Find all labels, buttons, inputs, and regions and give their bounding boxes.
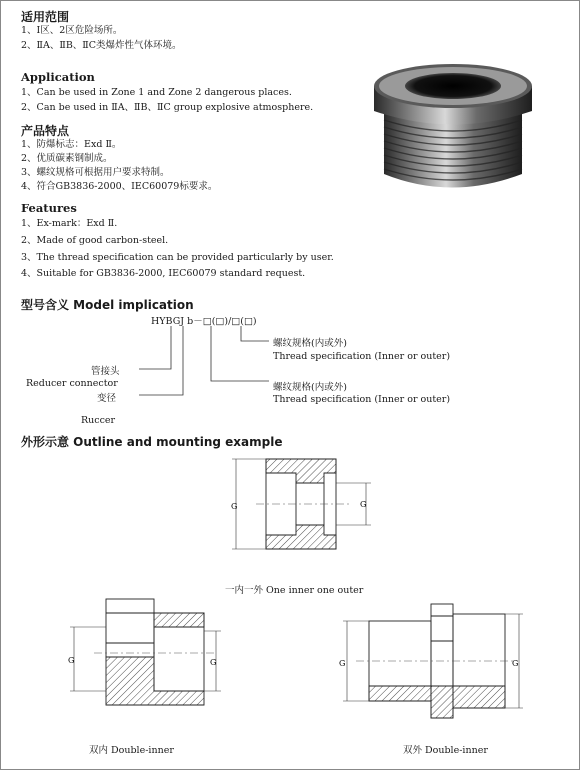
outline-heading: 外形示意 Outline and mounting example	[21, 435, 283, 449]
thread-cn-2: 螺纹规格(内或外)	[273, 382, 347, 393]
features-en-heading: Features	[21, 201, 77, 215]
dim-label-g: G	[360, 500, 367, 509]
application-cn-heading: 适用范围	[21, 10, 70, 24]
model-heading: 型号含义 Model implication	[21, 298, 194, 312]
features-en-line-2: 2、Made of good carbon-steel.	[21, 235, 169, 246]
application-cn-line-1: 1、Ⅰ区、2区危险场所。	[21, 25, 123, 36]
model-leader-lines	[1, 1, 580, 431]
caption-double-inner: 双内 Double-inner	[89, 745, 174, 756]
ruccer-en-label: Ruccer	[81, 415, 116, 426]
ruccer-cn-label: 变径	[97, 393, 117, 404]
drawing-one-inner-one-outer	[216, 449, 386, 579]
thread-en-1: Thread specification (Inner or outer)	[273, 351, 451, 362]
features-cn-heading: 产品特点	[21, 124, 70, 138]
application-en-line-2: 2、Can be used in ⅡA、ⅡB、ⅡC group explosive atmosphere.	[21, 102, 314, 113]
drawing-double-outer	[331, 596, 531, 736]
application-en-line-1: 1、Can be used in Zone 1 and Zone 2 dangerous places.	[21, 87, 292, 98]
thread-cn-1: 螺纹规格(内或外)	[273, 338, 347, 349]
features-cn-line-3: 3、螺纹规格可根据用户要求特制。	[21, 167, 170, 178]
caption-double-outer: 双外 Double-inner	[403, 745, 488, 756]
dim-label-g: G	[68, 656, 75, 665]
dim-label-g: G	[231, 502, 238, 511]
application-cn-line-2: 2、ⅡA、ⅡB、ⅡC类爆炸性气体环境。	[21, 40, 182, 51]
model-code: HYBGJ b－□(□)/□(□)	[151, 316, 257, 327]
caption-one-inner-one-outer: 一内一外 One inner one outer	[225, 585, 364, 596]
features-en-line-1: 1、Ex-mark：Exd Ⅱ.	[21, 218, 118, 229]
features-en-line-4: 4、Suitable for GB3836-2000, IEC60079 standard request.	[21, 268, 306, 279]
features-cn-line-1: 1、防爆标志：Exd Ⅱ。	[21, 139, 122, 150]
dim-label-g: G	[512, 659, 519, 668]
dim-label-g: G	[339, 659, 346, 668]
dim-label-g: G	[210, 658, 217, 667]
features-cn-line-4: 4、符合GB3836-2000、IEC60079标要求。	[21, 181, 218, 192]
reducer-cn-label: 管接头	[91, 366, 120, 377]
reducer-en-label: Reducer connector	[26, 378, 118, 389]
drawing-double-inner	[56, 591, 236, 736]
application-en-heading: Application	[21, 70, 95, 84]
thread-en-2: Thread specification (Inner or outer)	[273, 394, 451, 405]
features-cn-line-2: 2、优质碳素钢制成。	[21, 153, 113, 164]
features-en-line-3: 3、The thread specification can be provided particularly by user.	[21, 252, 334, 263]
